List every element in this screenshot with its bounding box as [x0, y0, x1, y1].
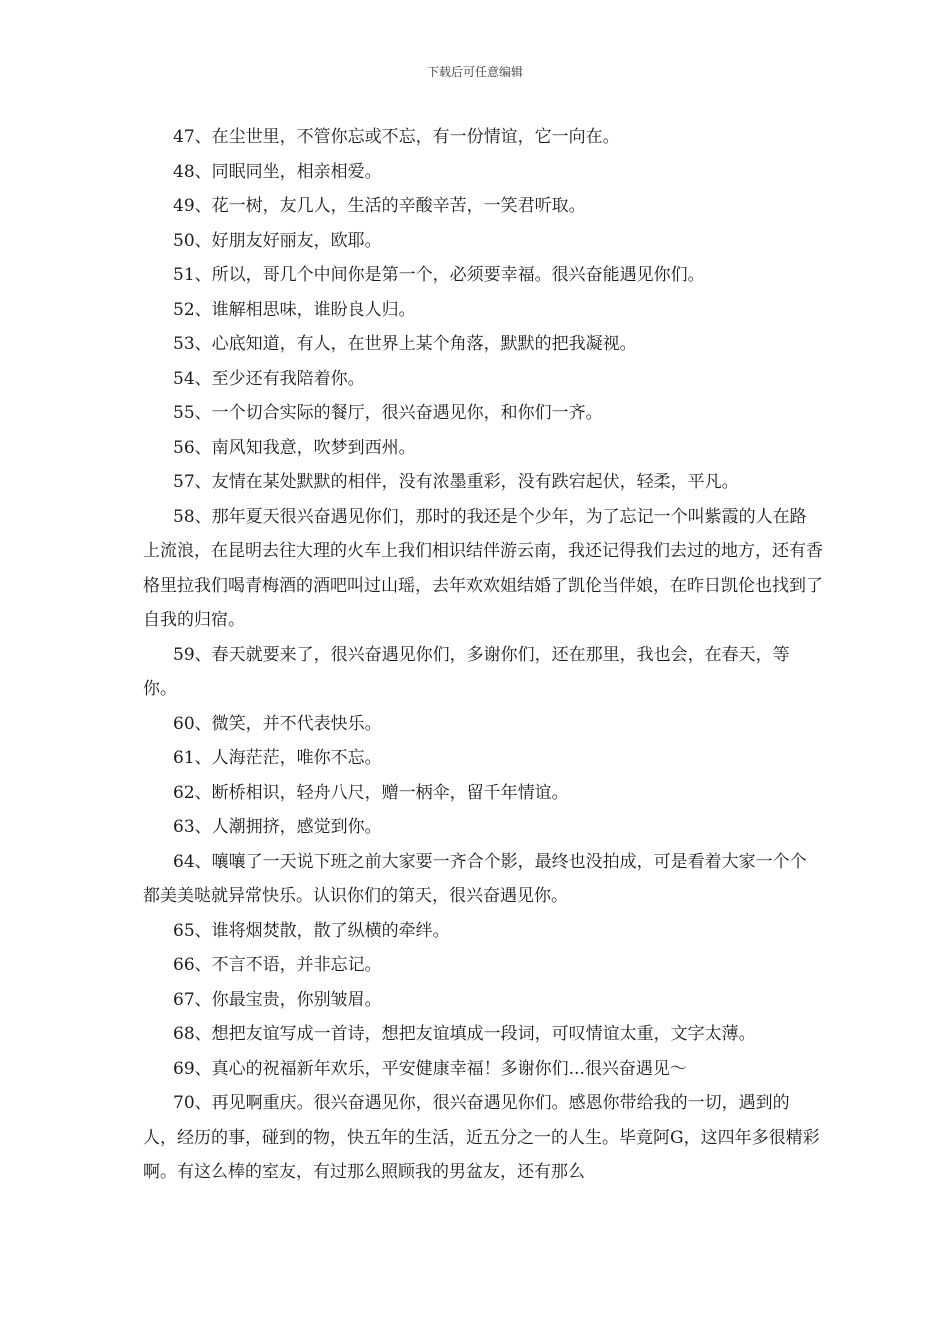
paragraph-60: 60、微笑，并不代表快乐。	[173, 713, 382, 734]
paragraph-55: 55、一个切合实际的餐厅，很兴奋遇见你，和你们一齐。	[173, 403, 603, 423]
paragraph-70: 70、再见啊重庆。很兴奋遇见你，很兴奋遇见你们。感恩你带给我的一切，遇到的人，经历的事，碰到的物，快五年的生活，近五分之一的人生。毕竟阿G，这四年多很精彩啊。有这么棒的室友，有过那么照顾我的男盆友，还有那么	[143, 1093, 820, 1182]
paragraph-47: 47、在尘世里，不管你忘或不忘，有一份情谊，它一向在。	[173, 127, 620, 147]
paragraph-69: 69、真心的祝福新年欢乐，平安健康幸福！多谢你们...很兴奋遇见～	[173, 1058, 687, 1079]
paragraph-57: 57、友情在某处默默的相伴，没有浓墨重彩，没有跌宕起伏，轻柔，平凡。	[173, 472, 739, 492]
paragraph-66: 66、不言不语，并非忘记。	[173, 955, 382, 975]
paragraph-51: 51、所以，哥几个中间你是第一个，必须要幸福。很兴奋能遇见你们。	[173, 265, 705, 285]
paragraph-50: 50、好朋友好丽友，欧耶。	[173, 230, 382, 251]
page-header-note: 下载后可任意编辑	[426, 65, 523, 79]
paragraph-67: 67、你最宝贵，你别皱眉。	[173, 989, 382, 1010]
paragraph-52: 52、谁解相思味，谁盼良人归。	[173, 299, 416, 320]
paragraph-53: 53、心底知道，有人，在世界上某个角落，默默的把我凝视。	[173, 334, 637, 354]
paragraph-68: 68、想把友谊写成一首诗，想把友谊填成一段词，可叹情谊太重，文字太薄。	[173, 1024, 756, 1044]
paragraph-65: 65、谁将烟焚散，散了纵横的牵绊。	[173, 920, 450, 941]
document-body	[143, 120, 823, 1190]
paragraph-56: 56、南风知我意，吹梦到西州。	[173, 437, 416, 458]
paragraph-54: 54、至少还有我陪着你。	[173, 368, 365, 389]
paragraph-64: 64、嚷嚷了一天说下班之前大家要一齐合个影，最终也没拍成，可是看着大家一个个都美美哒就异常快乐。认识你们的第天，很兴奋遇见你。	[143, 851, 807, 906]
paragraph-48: 48、同眠同坐，相亲相爱。	[173, 161, 382, 182]
paragraph-59: 59、春天就要来了，很兴奋遇见你们，多谢你们，还在那里，我也会，在春天，等你。	[143, 644, 790, 699]
paragraph-58: 58、那年夏天很兴奋遇见你们，那时的我还是个少年，为了忘记一个叫紫霞的人在路上流浪，在昆明去往大理的火车上我们相识结伴游云南，我还记得我们去过的地方，还有香格里拉我们喝青梅酒的酒吧叫过山瑶，去年欢欢姐结婚了凯伦当伴娘，在昨日凯伦也找到了自我的归宿。	[143, 506, 823, 630]
paragraph-63: 63、人潮拥挤，感觉到你。	[173, 817, 382, 837]
paragraph-62: 62、断桥相识，轻舟八尺，赠一柄伞，留千年情谊。	[173, 782, 569, 803]
paragraph-49: 49、花一树，友几人，生活的辛酸辛苦，一笑君听取。	[173, 196, 586, 216]
paragraph-61: 61、人海茫茫，唯你不忘。	[173, 748, 382, 768]
